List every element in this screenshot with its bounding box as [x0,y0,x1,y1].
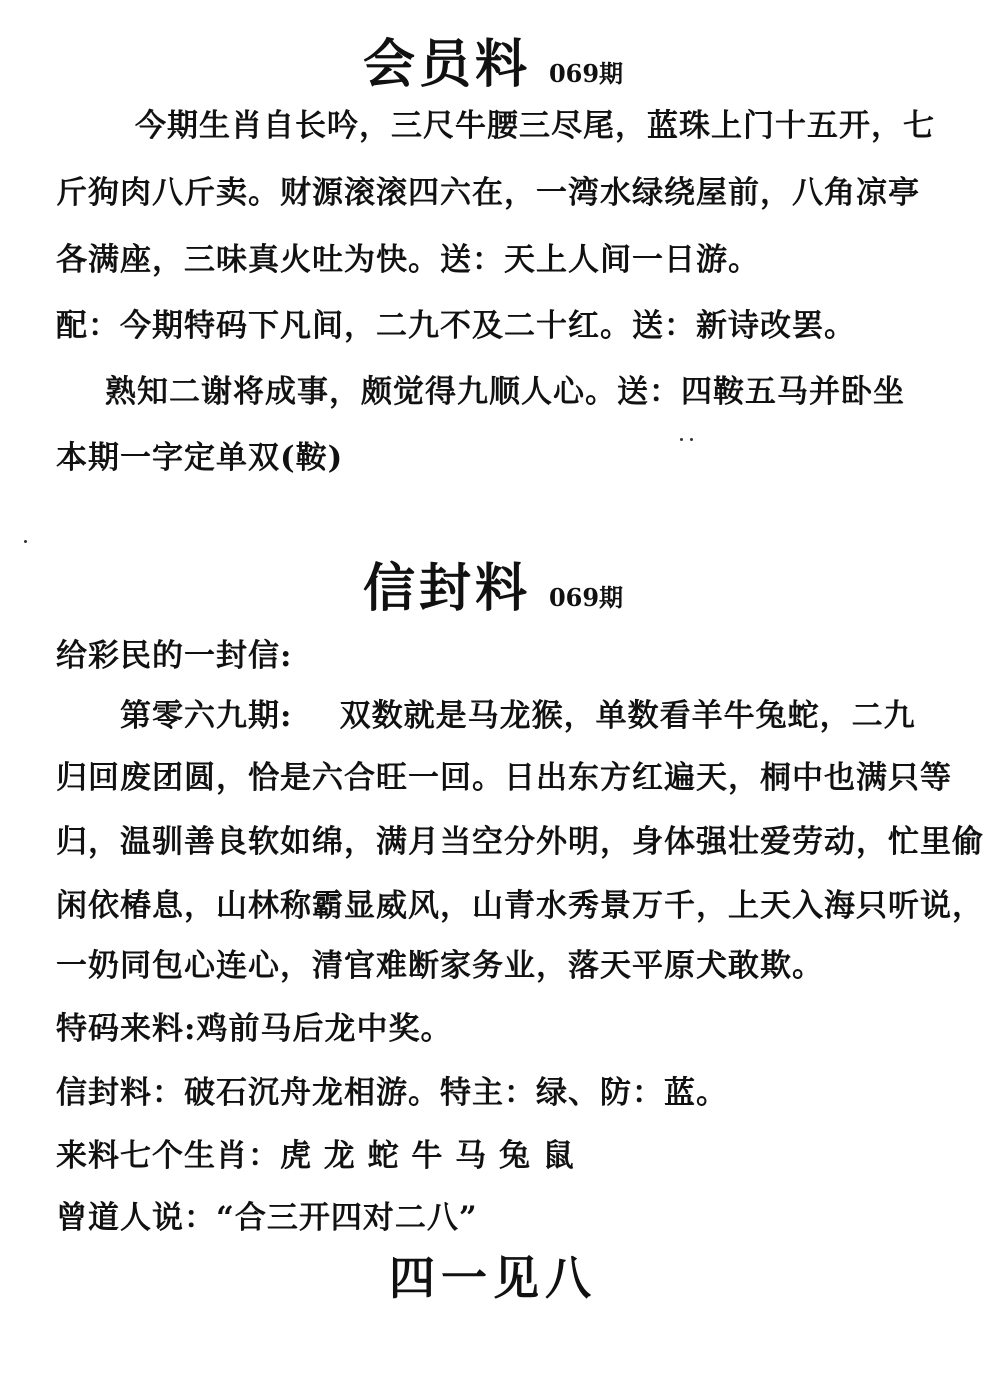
section1-line: 各满座，三味真火吐为快。送：天上人间一日游。 [56,242,760,278]
section1-line: 今期生肖自长吟，三尺牛腰三尽尾，蓝珠上门十五开，七 [135,108,935,144]
footer-slogan: 四一见八 [389,1251,597,1305]
section2-line: 闲依椿息，山林称霸显威风，山青水秀景万千，上天入海只听说， [56,888,984,924]
section2-line: 归回废团圆，恰是六合旺一回。日出东方红遍天，桐中也满只等 [56,760,952,796]
section2-line: 来料七个生肖：虎 龙 蛇 牛 马 兔 鼠 [56,1138,575,1174]
section2-title: 信封料 [362,558,531,619]
section2-line: 曾道人说：“合三开四对二八” [56,1200,478,1236]
section1-heading [0,22,986,97]
section2-line: 一奶同包心连心，清官难断家务业，落天平原犬敢欺。 [56,948,824,984]
section1-line: 斤狗肉八斤卖。财源滚滚四六在，一湾水绿绕屋前，八角凉亭 [56,175,920,211]
section2-line: 信封料：破石沉舟龙相游。特主：绿、防：蓝。 [56,1075,728,1111]
scan-speck [690,438,693,441]
section1-line: 配：今期特码下凡间，二九不及二十红。送：新诗改罢。 [56,308,856,344]
section1-title: 会员料 [362,34,531,95]
section2-line: 给彩民的一封信: [56,638,293,674]
section1-line: 熟知二谢将成事，颇觉得九顺人心。送：四鞍五马并卧坐 [105,374,905,410]
section2-line: 第零六九期: 双数就是马龙猴，单数看羊牛兔蛇，二九 [120,698,916,734]
section2-line: 特码来料:鸡前马后龙中奖。 [56,1011,453,1047]
section1-issue: 069期 [548,59,624,88]
scan-speck [680,438,683,441]
section2-issue: 069期 [548,583,624,612]
section2-line: 归，温驯善良软如绵，满月当空分外明，身体强壮爱劳动，忙里偷 [56,824,984,860]
scan-speck [24,540,27,543]
section2-heading [0,546,986,621]
section1-line: 本期一字定单双(鞍) [56,440,344,476]
